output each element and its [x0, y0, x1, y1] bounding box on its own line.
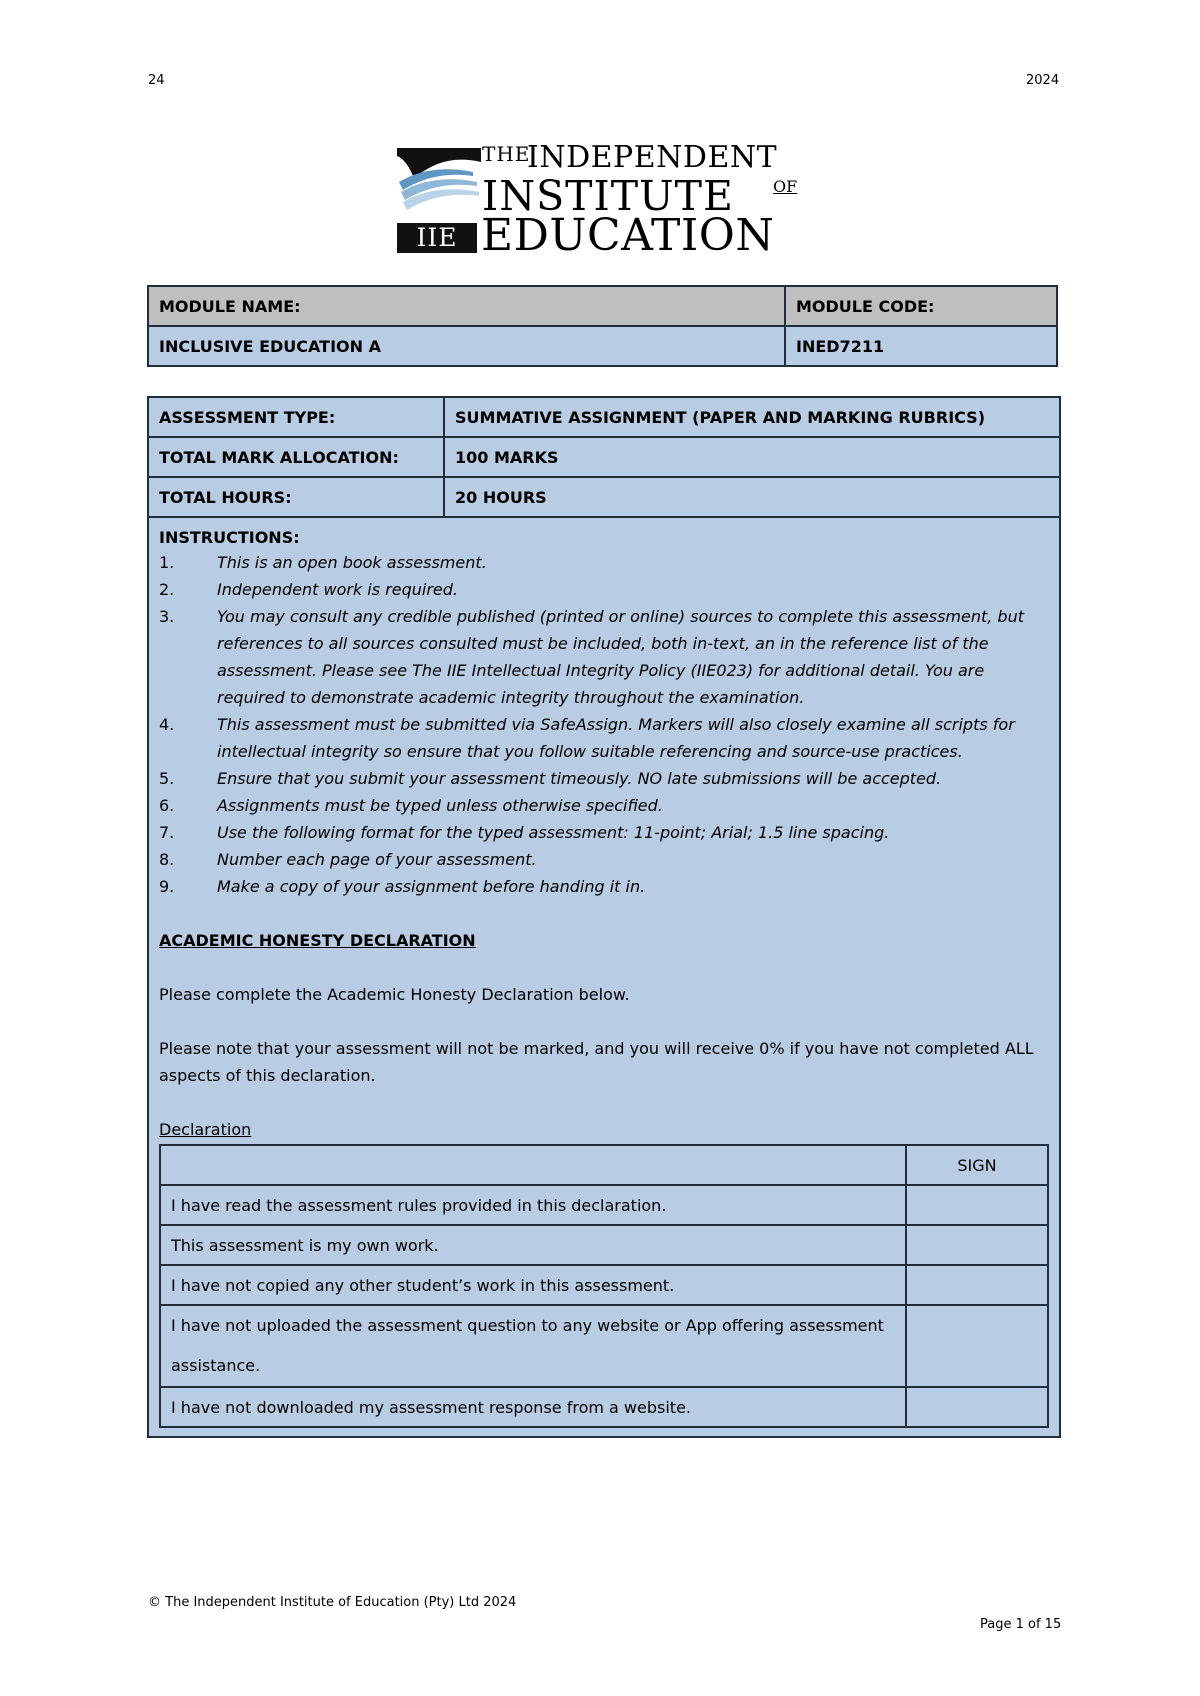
- table-row: [160, 1265, 1048, 1305]
- instruction-item: 3. You may consult any credible published (printed or online) sources to complete this assessment, but references to all sources consulted must be included, both in-text, an in the reference list of the assessment. Please see The IIE Intellectual Integrity Policy (IIE023) for additional detail. You are required to demonstrate academic integrity throughout the examination.: [159, 607, 1024, 707]
- declaration-statement: I have read the assessment rules provided in this declaration.: [160, 1185, 906, 1225]
- table-row: [160, 1387, 1048, 1427]
- total-hours-value: 20 HOURS: [444, 477, 1060, 517]
- total-marks-label: TOTAL MARK ALLOCATION:: [148, 437, 444, 477]
- instructions-title: INSTRUCTIONS:: [159, 528, 300, 547]
- honesty-paragraph-1: Please complete the Academic Honesty Declaration below.: [159, 985, 630, 1004]
- logo-education: EDUCATION: [481, 210, 775, 261]
- instruction-item: 7. Use the following format for the typed assessment: 11-point; Arial; 1.5 line spacing.: [159, 823, 890, 842]
- header-year: 2024: [1026, 73, 1060, 88]
- honesty-paragraph-2: Please note that your assessment will not be marked, and you will receive 0% if you have not completed ALL aspects of this declaration.: [159, 1039, 1034, 1085]
- declaration-statement: I have not downloaded my assessment response from a website.: [160, 1387, 906, 1427]
- sign-field[interactable]: [906, 1225, 1048, 1265]
- table-row: [160, 1305, 1048, 1387]
- module-name-label: MODULE NAME:: [148, 286, 785, 326]
- module-name-value: INCLUSIVE EDUCATION A: [148, 326, 785, 366]
- instruction-item: 6. Assignments must be typed unless otherwise specified.: [159, 796, 663, 815]
- header-left-text: 24: [148, 73, 165, 88]
- module-table: [147, 285, 1058, 367]
- table-row: [160, 1185, 1048, 1225]
- declaration-statement: I have not uploaded the assessment question to any website or App offering assessment assistance.: [160, 1305, 906, 1387]
- assessment-type-label: ASSESSMENT TYPE:: [148, 397, 444, 437]
- page-number: Page 1 of 15: [980, 1617, 1062, 1632]
- sign-field[interactable]: [906, 1387, 1048, 1427]
- footer-copyright: © The Independent Institute of Education (Pty) Ltd 2024: [148, 1595, 517, 1610]
- instruction-item: 1. This is an open book assessment.: [159, 553, 487, 572]
- module-code-label: MODULE CODE:: [785, 286, 1057, 326]
- declaration-statement: I have not copied any other student’s work in this assessment.: [160, 1265, 906, 1305]
- book-icon: [395, 142, 485, 222]
- logo-institute: INSTITUTE: [482, 172, 734, 220]
- logo-iie-badge: IIE: [397, 223, 477, 253]
- academic-honesty-heading: ACADEMIC HONESTY DECLARATION: [159, 931, 476, 950]
- sign-field[interactable]: [906, 1265, 1048, 1305]
- logo-independent: INDEPENDENT: [527, 140, 778, 175]
- iie-logo: [395, 140, 810, 261]
- sign-field[interactable]: [906, 1185, 1048, 1225]
- instructions-list: [159, 549, 1049, 900]
- total-hours-label: TOTAL HOURS:: [148, 477, 444, 517]
- assessment-table: [147, 396, 1061, 1438]
- table-row: [160, 1225, 1048, 1265]
- instruction-item: 8. Number each page of your assessment.: [159, 850, 537, 869]
- module-code-value: INED7211: [785, 326, 1057, 366]
- declaration-label: Declaration: [159, 1120, 252, 1139]
- instructions-cell: [148, 517, 1060, 1437]
- sign-header: SIGN: [906, 1145, 1048, 1185]
- instruction-item: 5. Ensure that you submit your assessment timeously. NO late submissions will be accepted.: [159, 769, 942, 788]
- declaration-table: [159, 1144, 1049, 1428]
- declaration-statement: This assessment is my own work.: [160, 1225, 906, 1265]
- assessment-type-value: SUMMATIVE ASSIGNMENT (PAPER AND MARKING RUBRICS): [444, 397, 1060, 437]
- logo-the: THE: [482, 142, 531, 166]
- sign-field[interactable]: [906, 1305, 1048, 1387]
- instruction-item: 9. Make a copy of your assignment before handing it in.: [159, 877, 646, 896]
- logo-of: OF: [773, 177, 798, 196]
- instruction-item: 4. This assessment must be submitted via SafeAssign. Markers will also closely examine all scripts for intellectual integrity so ensure that you follow suitable referencing and source-use practices.: [159, 715, 1015, 761]
- declaration-header-empty: [160, 1145, 906, 1185]
- total-marks-value: 100 MARKS: [444, 437, 1060, 477]
- instruction-item: 2. Independent work is required.: [159, 580, 458, 599]
